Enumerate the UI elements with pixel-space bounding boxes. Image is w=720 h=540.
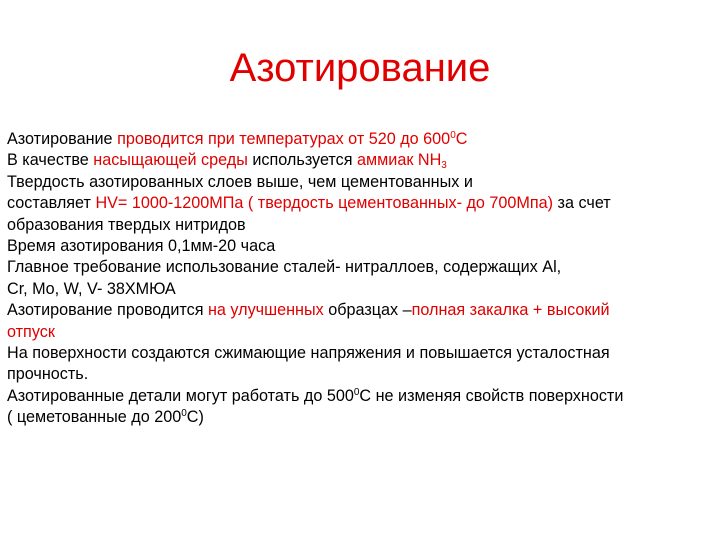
subscript: 3 (441, 160, 447, 172)
highlighted-text: HV= 1000-1200МПа ( твердость цементованных- до 700Мпа) (95, 194, 554, 213)
highlighted-text: насыщающей среды (93, 151, 248, 170)
highlighted-text: аммиак NH (357, 151, 442, 170)
highlighted-text: на улучшенных (207, 301, 324, 320)
highlighted-text: С (455, 130, 468, 148)
highlighted-text: проводится при температурах от 520 до 600 (117, 130, 451, 148)
superscript: 0 (450, 130, 456, 141)
slide-title: Азотирование (229, 46, 491, 90)
text-segment: С не изменяя свойств поверхности (359, 386, 624, 405)
text-segment: В качестве (7, 151, 94, 170)
superscript: 0 (181, 408, 187, 420)
text-line-working-temp (7, 386, 712, 407)
text-segment: образцах – (323, 301, 412, 320)
highlighted-text: полная закалка + высокий (411, 301, 610, 320)
slide-body (7, 129, 712, 429)
text-segment: используется (247, 151, 358, 170)
text-line-medium (7, 150, 712, 171)
text-line-temperature (7, 129, 712, 150)
text-line-hardness: Твердость азотированных слоев выше, чем цементованных и (7, 172, 473, 191)
text-segment: составляет (7, 194, 96, 213)
text-line-hardness-value (7, 193, 712, 214)
text-segment: Азотирование проводится (7, 301, 208, 320)
text-line-nitrides: образования твердых нитридов (7, 215, 246, 234)
text-line-requirement: Главное требование использование сталей- нитраллоев, содержащих Al, (7, 258, 562, 277)
text-line-duration: Время азотирования 0,1мм-20 часа (7, 237, 276, 256)
text-segment: за счет (553, 194, 611, 213)
text-line-tempering: отпуск (7, 322, 55, 341)
text-line-steel-grade: Cr, Mo, W, V- 38ХМЮА (7, 279, 176, 298)
text-line-strength: прочность. (7, 365, 89, 384)
text-segment: С) (186, 408, 204, 427)
text-line-cemented-temp (7, 407, 712, 428)
superscript: 0 (353, 386, 360, 398)
text-line-stresses: На поверхности создаются сжимающие напряжения и повышается усталостная (7, 344, 610, 363)
text-line-process (7, 300, 712, 321)
text-segment: ( цеметованные до 200 (7, 408, 182, 427)
text-segment: Азотированные детали могут работать до 500 (7, 386, 354, 405)
text-segment: Азотирование (7, 130, 118, 148)
